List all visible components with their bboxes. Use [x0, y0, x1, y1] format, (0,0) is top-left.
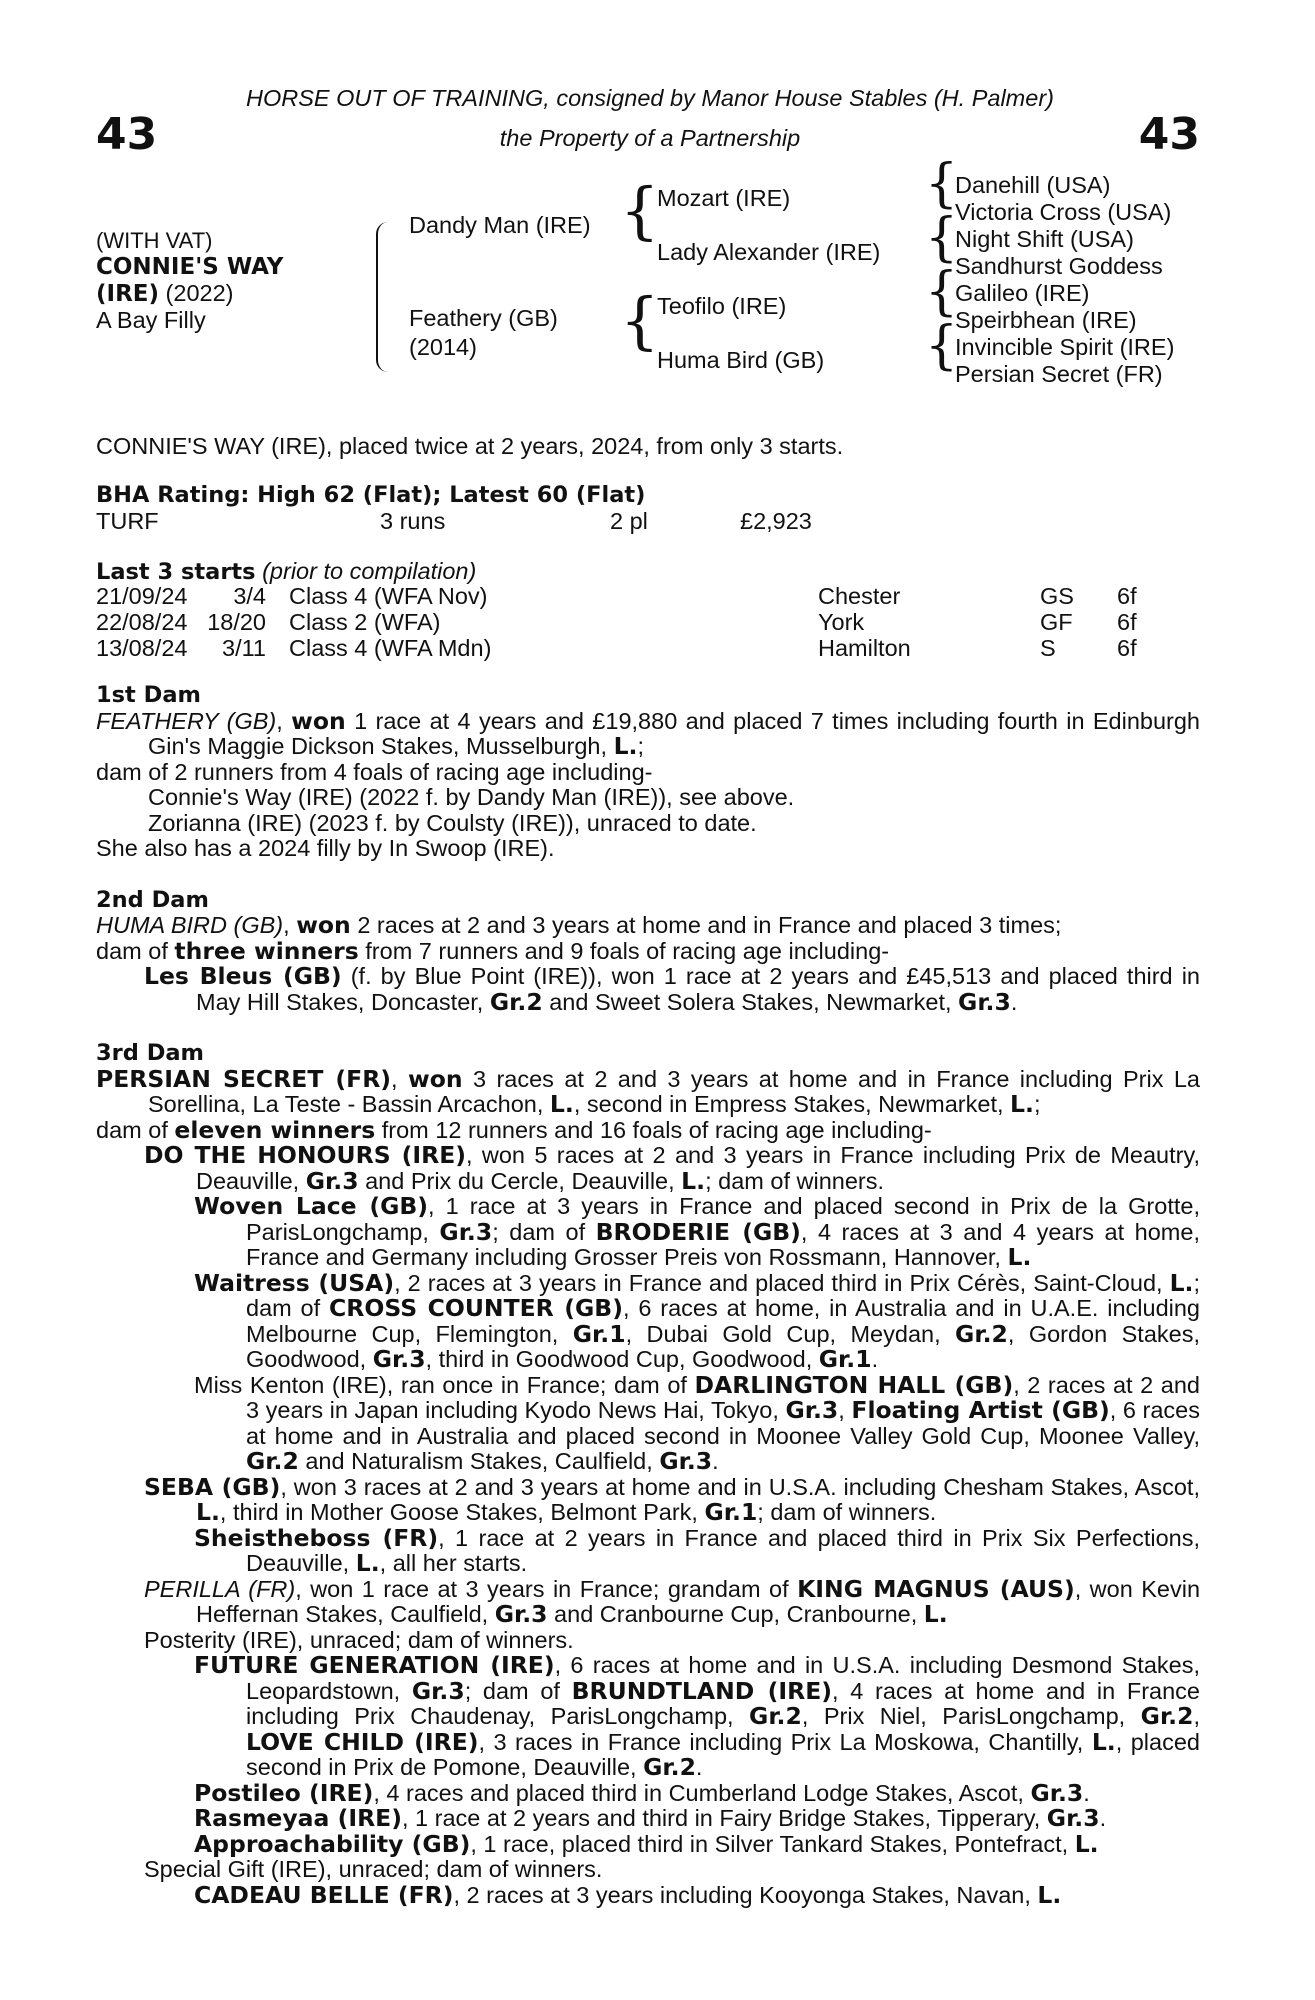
t: , Prix Niel, ParisLongchamp,	[801, 1703, 1141, 1729]
t: and Prix du Cercle, Deauville,	[358, 1167, 682, 1194]
sire-name: Dandy Man (IRE)	[409, 212, 591, 238]
lot-number-right: 43	[1138, 109, 1200, 160]
dam1-heading: 1st Dam	[96, 682, 201, 708]
t: three winners	[174, 936, 359, 965]
start-going: GS	[1040, 583, 1074, 609]
brace-g3-4: {	[925, 316, 959, 376]
t: BRUNDTLAND (IRE)	[571, 1676, 832, 1705]
t: , 1 race, placed third in Silver Tankard Stakes, Pontefract,	[470, 1830, 1075, 1857]
t: Gr.3	[785, 1396, 839, 1424]
dam1-end: ;	[637, 733, 644, 759]
t: Gr.2	[489, 987, 543, 1016]
foal-do-the-honours	[96, 1143, 1200, 1194]
start-pos: 18/20	[207, 609, 266, 635]
t: , 2 races at 3 years including Kooyonga Stakes, Navan,	[453, 1881, 1038, 1908]
t: Gr.3	[1030, 1778, 1084, 1807]
t: ; dam of	[492, 1218, 596, 1245]
start-race: Class 4 (WFA Nov)	[289, 583, 488, 609]
t: Miss Kenton (IRE), ran once in France; dam of	[194, 1371, 695, 1398]
t: SEBA (GB)	[144, 1472, 281, 1501]
start-going: GF	[1040, 609, 1073, 635]
foal-woven-lace	[96, 1194, 1200, 1271]
t: L.	[355, 1549, 380, 1577]
start-dist: 6f	[1117, 583, 1137, 609]
t: eleven winners	[174, 1115, 376, 1144]
horse-year: (2022)	[159, 280, 234, 306]
foal-perilla	[96, 1574, 1201, 1628]
dam-dam: Huma Bird (GB)	[657, 347, 825, 373]
dam2-produce	[96, 936, 1200, 965]
horse-description: A Bay Filly	[96, 307, 206, 333]
rating-placed: 2 pl	[610, 508, 648, 534]
rating-surface: TURF	[96, 508, 159, 534]
foal-rasmeyaa	[96, 1806, 1200, 1832]
t: KING MAGNUS (AUS)	[797, 1574, 1075, 1603]
t: ; dam of winners.	[757, 1499, 937, 1525]
dam-sire: Teofilo (IRE)	[657, 293, 787, 319]
t: ; dam of winners.	[705, 1167, 885, 1194]
horse-name: CONNIE'S WAY	[96, 254, 284, 280]
gen3-8: Persian Secret (FR)	[955, 361, 1163, 387]
start-dist: 6f	[1117, 635, 1137, 661]
foal-seba	[96, 1472, 1200, 1526]
t: Gr.3	[411, 1676, 465, 1705]
dam2-name: HUMA BIRD (GB)	[96, 912, 284, 938]
bha-rating: BHA Rating: High 62 (Flat); Latest 60 (Flat)	[96, 482, 646, 508]
foal-future-generation	[96, 1653, 1200, 1781]
starts-heading	[96, 557, 476, 586]
t: Postileo (IRE)	[194, 1778, 374, 1807]
t: won	[407, 1064, 463, 1093]
family-text	[96, 683, 1200, 1908]
t: , second in Empress Stakes, Newmarket,	[573, 1091, 1011, 1117]
t: L.	[1169, 1268, 1194, 1297]
t: L.	[196, 1498, 220, 1526]
t: Gr.2	[1140, 1702, 1194, 1730]
gen3-3: Night Shift (USA)	[955, 226, 1134, 252]
foal-approachability	[96, 1829, 1200, 1858]
dam3-record: PERSIAN SECRET (FR), won 3 races at 2 and 3 years at home and in France including Prix La Sorellina, La Teste - Bassin Arcachon, L., second in Empress Stakes, Newmarket, L.;	[96, 1064, 1200, 1118]
t: ; dam of	[246, 1269, 1201, 1321]
t: Gr.3	[494, 1600, 548, 1628]
t: Approachability (GB)	[194, 1829, 471, 1858]
t: Gr.3	[958, 987, 1011, 1016]
t: L.	[549, 1090, 574, 1118]
foal-posterity: Posterity (IRE), unraced; dam of winners.	[144, 1626, 574, 1653]
t: , Dubai Gold Cup, Meydan,	[625, 1320, 956, 1347]
start-going: S	[1040, 635, 1056, 661]
brace-g3-2: {	[925, 208, 959, 268]
dam1-name: FEATHERY (GB)	[96, 707, 277, 734]
t: .	[695, 1754, 703, 1780]
starts-heading-note: (prior to compilation)	[255, 558, 477, 584]
t: DO THE HONOURS (IRE)	[144, 1141, 467, 1169]
t: , Gordon Stakes, Goodwood,	[246, 1320, 1200, 1372]
t: from 12 runners and 16 foals of racing age including-	[375, 1116, 932, 1143]
t: , 3 races in France including Prix La Moskowa, Chantilly,	[478, 1728, 1092, 1755]
dam-name: Feathery (GB)	[409, 305, 558, 331]
t: Rasmeyaa (IRE)	[194, 1804, 402, 1832]
t: .	[712, 1448, 719, 1474]
t: , third in Mother Goose Stakes, Belmont Park,	[219, 1499, 705, 1525]
t: 3 races at 2 and 3 years at home and in France including Prix La Sorellina, La Teste - Bassin Arcachon,	[148, 1065, 1200, 1117]
horse-name-suffix	[96, 279, 233, 308]
brace-dam: {	[620, 284, 660, 357]
t: PERSIAN SECRET (FR)	[96, 1064, 392, 1093]
t: , all her starts.	[379, 1550, 528, 1576]
t: .	[1099, 1805, 1107, 1831]
start-course: York	[818, 609, 865, 635]
start-date: 22/08/24	[96, 609, 188, 635]
t: Gr.1	[704, 1498, 758, 1526]
t: , 4 races and placed third in Cumberland Lodge Stakes, Ascot,	[373, 1779, 1031, 1806]
dam2-foal-les-bleus	[96, 964, 1200, 1015]
t: CROSS COUNTER (GB)	[329, 1294, 623, 1322]
t: Gr.2	[749, 1702, 802, 1730]
t: , won Kevin Heffernan Stakes, Caulfield,	[196, 1575, 1201, 1627]
start-course: Chester	[818, 583, 901, 609]
t: L.	[923, 1600, 948, 1628]
property-line: the Property of a Partnership	[499, 125, 801, 151]
dam1-record: FEATHERY (GB), won 1 race at 4 years and £19,880 and placed 7 times including fourth in Edinburgh Gin's Maggie Dickson Stakes, Musselburgh, L.;	[96, 706, 1200, 760]
brace-sire: {	[620, 174, 660, 247]
t: Gr.2	[246, 1447, 299, 1475]
gen3-1: Danehill (USA)	[955, 172, 1111, 198]
t: , placed second in Prix de Pomone, Deauville,	[246, 1728, 1200, 1780]
t: and Sweet Solera Stakes, Newmarket,	[542, 988, 959, 1015]
dam2-record: HUMA BIRD (GB), won 2 races at 2 and 3 years at home and in France and placed 3 times;	[96, 911, 1062, 939]
t: Gr.3	[305, 1166, 359, 1195]
t: LOVE CHILD (IRE)	[246, 1727, 479, 1756]
t: L.	[1074, 1829, 1099, 1858]
dam1-won: won	[291, 706, 346, 735]
t: , 4 races at home and in France including Prix Chaudenay, ParisLongchamp,	[246, 1677, 1200, 1729]
rating-runs: 3 runs	[380, 508, 446, 534]
t: , 4 races at 3 and 4 years at home, France and Germany including Grosser Preis von Rossmann, Hannover,	[246, 1218, 1200, 1270]
t: L.	[681, 1166, 706, 1195]
t: ;	[1033, 1091, 1041, 1117]
consignor-line: HORSE OUT OF TRAINING, consigned by Manor House Stables (H. Palmer)	[246, 85, 1054, 111]
t: ,	[838, 1397, 852, 1423]
dam1-foal-1: Connie's Way (IRE) (2022 f. by Dandy Man (IRE)), see above.	[148, 784, 795, 810]
sire-dam: Lady Alexander (IRE)	[657, 239, 881, 265]
rating-earnings: £2,923	[740, 508, 812, 534]
t: , 2 races at 3 years in France and placed third in Prix Cérès, Saint-Cloud,	[394, 1269, 1170, 1296]
t: Les Bleus (GB)	[144, 962, 342, 990]
dam1-produce: dam of 2 runners from 4 foals of racing age including-	[96, 758, 653, 785]
t: , 1 race at 2 years and third in Fairy Bridge Stakes, Tipperary,	[401, 1805, 1047, 1831]
t: , 1 race at 3 years in France and placed second in Prix de la Grotte, ParisLongchamp,	[246, 1193, 1200, 1245]
foal-special-gift: Special Gift (IRE), unraced; dam of winners.	[144, 1856, 603, 1882]
t: dam of	[96, 1116, 175, 1143]
t: Gr.2	[643, 1753, 696, 1781]
vat-note: (WITH VAT)	[96, 228, 213, 253]
t: Woven Lace (GB)	[194, 1192, 429, 1220]
t: , 2 races at 2 and 3 years in Japan including Kyodo News Hai, Tokyo,	[246, 1371, 1201, 1423]
foal-sheistheboss	[96, 1523, 1200, 1577]
dam3-heading: 3rd Dam	[96, 1040, 204, 1066]
t: L.	[1037, 1880, 1062, 1909]
dam2-won: won	[296, 911, 351, 939]
start-course: Hamilton	[818, 635, 911, 661]
start-race: Class 2 (WFA)	[289, 609, 441, 635]
starts-heading-label: Last 3 starts	[96, 559, 256, 585]
gen3-2: Victoria Cross (USA)	[955, 199, 1172, 225]
t: from 7 runners and 9 foals of racing age including-	[358, 937, 890, 964]
gen3-7: Invincible Spirit (IRE)	[955, 334, 1175, 360]
foal-waitress	[96, 1268, 1201, 1373]
t: Gr.3	[1046, 1804, 1100, 1832]
t: Gr.1	[572, 1319, 626, 1348]
t: , won 1 race at 3 years in France; grandam of	[295, 1575, 798, 1602]
t: ; dam of	[464, 1677, 572, 1704]
brace-g3-3: {	[925, 262, 959, 322]
dam-year: (2014)	[409, 334, 477, 360]
start-pos: 3/11	[222, 635, 266, 661]
t: .	[1010, 988, 1018, 1015]
dam1-listed: L.	[613, 732, 638, 760]
t: , 6 races at home and in U.S.A. including Desmond Stakes, Leopardstown,	[246, 1652, 1200, 1704]
foal-cadeau-belle	[96, 1880, 1200, 1909]
t: Gr.3	[372, 1345, 426, 1373]
t: (f. by Blue Point (IRE)), won 1 race at 2 years and £45,513 and placed third in May Hill Stakes, Doncaster,	[196, 963, 1200, 1015]
t: Gr.1	[818, 1345, 872, 1373]
start-date: 21/09/24	[96, 583, 188, 609]
t: Waitress (USA)	[194, 1268, 395, 1297]
t: , 6 races at home and in Australia and placed second in Moonee Valley Gold Cup, Moonee Valley,	[246, 1397, 1200, 1449]
dam1-note: She also has a 2024 filly by In Swoop (IRE).	[96, 835, 555, 861]
horse-country: (IRE)	[96, 281, 160, 307]
t: PERILLA (FR)	[144, 1575, 296, 1602]
t: , third in Goodwood Cup, Goodwood,	[425, 1346, 819, 1372]
pedigree-bracket-main	[376, 222, 390, 372]
dam3-produce	[96, 1115, 1200, 1144]
t: FUTURE GENERATION (IRE)	[194, 1651, 555, 1679]
foal-postileo	[96, 1778, 1200, 1807]
start-pos: 3/4	[233, 583, 266, 609]
t: .	[871, 1346, 879, 1372]
brace-g3-1: {	[925, 154, 959, 214]
t: Floating Artist (GB)	[851, 1396, 1110, 1424]
start-dist: 6f	[1117, 609, 1137, 635]
t: .	[1083, 1779, 1090, 1806]
dam2-text: 2 races at 2 and 3 years at home and in France and placed 3 times;	[350, 912, 1062, 938]
start-date: 13/08/24	[96, 635, 188, 661]
t: L.	[1007, 1243, 1032, 1271]
t: , 1 race at 2 years in France and placed third in Prix Six Perfections, Deauville,	[246, 1524, 1200, 1576]
t: Gr.2	[955, 1319, 1008, 1348]
t: L.	[1091, 1727, 1116, 1756]
gen3-5: Galileo (IRE)	[955, 280, 1090, 306]
t: and Naturalism Stakes, Caulfield,	[298, 1448, 660, 1474]
t: CADEAU BELLE (FR)	[194, 1880, 454, 1909]
t: DARLINGTON HALL (GB)	[694, 1370, 1014, 1399]
dam1-text: 1 race at 4 years and £19,880 and placed 7 times including fourth in Edinburgh Gin's Maggie Dickson Stakes, Musselburgh,	[148, 707, 1200, 759]
sire-sire: Mozart (IRE)	[657, 185, 791, 211]
start-race: Class 4 (WFA Mdn)	[289, 635, 492, 661]
t: and Cranbourne Cup, Cranbourne,	[547, 1601, 924, 1627]
foal-miss-kenton	[96, 1370, 1201, 1475]
t: Gr.3	[659, 1447, 713, 1475]
t: , won 5 races at 2 and 3 years in France including Prix de Meautry, Deauville,	[196, 1142, 1200, 1194]
t: Sheistheboss (FR)	[194, 1523, 439, 1552]
gen3-4: Sandhurst Goddess	[955, 253, 1163, 279]
t: , won 3 races at 2 and 3 years at home and in U.S.A. including Chesham Stakes, Ascot,	[280, 1473, 1200, 1500]
summary-line: CONNIE'S WAY (IRE), placed twice at 2 years, 2024, from only 3 starts.	[96, 433, 844, 459]
gen3-6: Speirbhean (IRE)	[955, 307, 1137, 333]
t: Gr.3	[439, 1217, 493, 1246]
t: BRODERIE (GB)	[595, 1217, 801, 1246]
dam1-foal-2: Zorianna (IRE) (2023 f. by Coulsty (IRE)), unraced to date.	[148, 809, 757, 836]
lot-number-left: 43	[96, 109, 158, 160]
t: dam of	[96, 937, 175, 964]
dam2-heading: 2nd Dam	[96, 886, 209, 913]
t: ,	[1193, 1703, 1200, 1729]
t: , 6 races at home, in Australia and in U.A.E. including Melbourne Cup, Flemington,	[246, 1295, 1201, 1347]
t: L.	[1010, 1090, 1034, 1118]
